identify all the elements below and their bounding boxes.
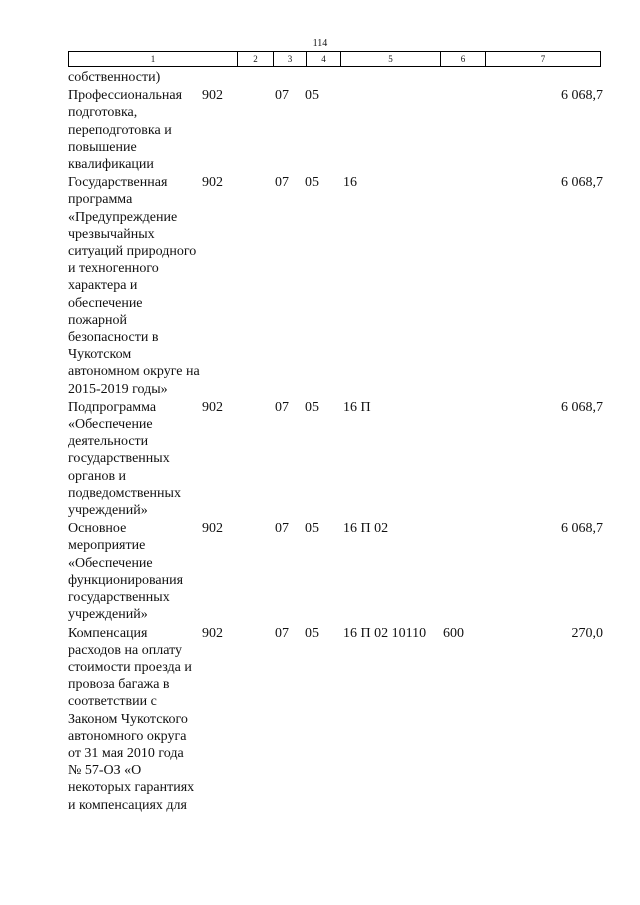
- table-row: [68, 520, 603, 623]
- row-name: Подпрограмма «Обеспечение деятельности государственных органов и подведомственных учреждений»: [68, 399, 181, 519]
- column-header-1: 1: [69, 52, 238, 66]
- table-row: [68, 174, 603, 398]
- row-ministry-code: 902: [202, 88, 223, 104]
- table-row: [68, 399, 603, 519]
- table-row: [68, 625, 603, 814]
- row-target-item: 16 П: [343, 399, 371, 415]
- row-name: Компенсация расходов на оплату стоимости проезда и провоза багажа в соответствии с Законом Чукотского автономного округа от 31 мая 2010 года № 57-ОЗ «О некоторых гарантиях и компенсациях для: [68, 625, 195, 813]
- column-header-5: 5: [341, 52, 441, 66]
- row-section-code: 07: [275, 521, 289, 537]
- row-ministry-code: 902: [202, 175, 223, 191]
- row-name: собственности): [68, 70, 161, 85]
- row-expense-type: 600: [443, 625, 464, 641]
- row-section-code: 07: [275, 88, 289, 104]
- row-section-code: 07: [275, 175, 289, 191]
- budget-table: [68, 69, 603, 814]
- row-section-code: 07: [275, 399, 289, 415]
- row-subsection-code: 05: [305, 175, 319, 191]
- row-target-item: 16 П 02 10110: [343, 625, 427, 641]
- row-ministry-code: 902: [202, 521, 223, 537]
- column-header-3: 3: [274, 52, 307, 66]
- row-subsection-code: 05: [305, 625, 319, 641]
- column-header-2: 2: [238, 52, 274, 66]
- column-header-7: 7: [540, 54, 546, 64]
- column-header-6: 6: [441, 52, 486, 66]
- row-ministry-code: 902: [202, 399, 223, 415]
- page-number: 114: [312, 38, 328, 49]
- row-amount: 270,0: [571, 625, 603, 641]
- row-name: Государственная программа «Предупреждение чрезвычайных ситуаций природного и техногенного характера и обеспечение пожарной безопасности в Чукотском автономном округе на 2015-2019 годы»: [68, 175, 200, 397]
- row-subsection-code: 05: [305, 399, 319, 415]
- row-name: Основное мероприятие «Обеспечение функционирования государственных учреждений»: [68, 521, 184, 623]
- table-row: [68, 69, 603, 86]
- row-amount: 6 068,7: [561, 175, 603, 191]
- column-header-4: 4: [307, 52, 341, 66]
- row-amount: 6 068,7: [561, 88, 603, 104]
- row-section-code: 07: [275, 625, 289, 641]
- table-row: [68, 87, 603, 173]
- row-name: Профессиональная подготовка, переподготовка и повышение квалификации: [68, 88, 183, 173]
- row-subsection-code: 05: [305, 521, 319, 537]
- row-target-item: 16: [343, 175, 357, 191]
- row-ministry-code: 902: [202, 625, 223, 641]
- row-subsection-code: 05: [305, 88, 319, 104]
- column-number-header: [68, 51, 601, 67]
- row-target-item: 16 П 02: [343, 521, 389, 537]
- row-amount: 6 068,7: [561, 521, 603, 537]
- row-amount: 6 068,7: [561, 399, 603, 415]
